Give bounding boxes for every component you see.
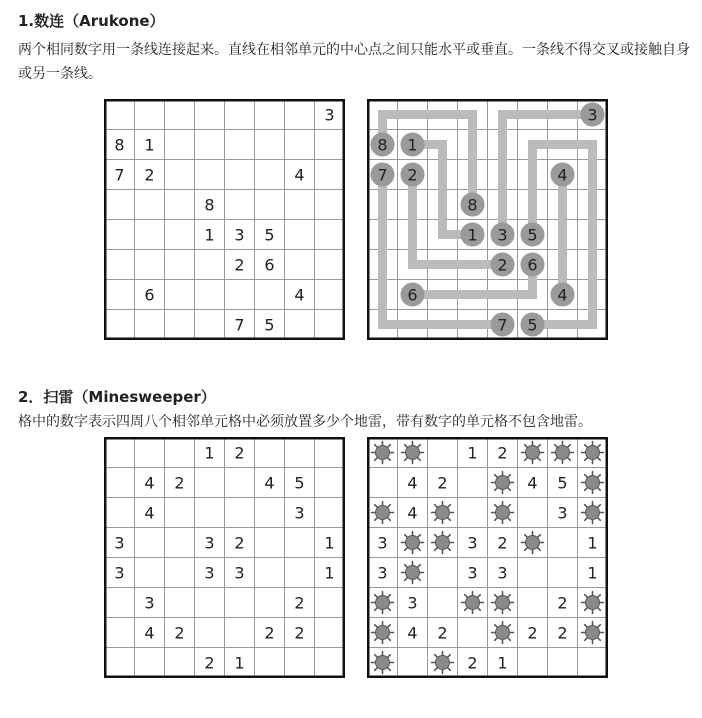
arukone-clue-number: 1 bbox=[144, 135, 155, 155]
mine-icon bbox=[552, 442, 574, 464]
minesweeper-solution-number: 1 bbox=[587, 533, 598, 553]
mine-icon bbox=[432, 502, 454, 524]
mine-icon bbox=[582, 472, 604, 494]
minesweeper-solution-number: 1 bbox=[497, 653, 508, 673]
arukone-puzzle-grid bbox=[104, 99, 345, 340]
minesweeper-solution-number: 3 bbox=[557, 503, 568, 523]
arukone-description: 两个相同数字用一条线连接起来。直线在相邻单元的中心点之间只能水平或垂直。一条线不得交叉或接触自身或另一条线。 bbox=[18, 42, 690, 82]
minesweeper-solution-number: 2 bbox=[557, 593, 568, 613]
arukone-node-number: 4 bbox=[557, 165, 568, 185]
arukone-node-number: 6 bbox=[407, 285, 418, 305]
mine-icon bbox=[432, 652, 454, 674]
mine-icon bbox=[582, 442, 604, 464]
arukone-node-number: 7 bbox=[377, 165, 388, 185]
mine-icon bbox=[402, 442, 424, 464]
arukone-clue-number: 6 bbox=[264, 255, 275, 275]
mine-icon bbox=[492, 502, 514, 524]
minesweeper-solution-number: 1 bbox=[587, 563, 598, 583]
minesweeper-clue-number: 2 bbox=[234, 443, 245, 463]
minesweeper-solution-number: 2 bbox=[497, 443, 508, 463]
arukone-node-number: 5 bbox=[527, 315, 538, 335]
minesweeper-clue-number: 1 bbox=[324, 533, 335, 553]
arukone-clue-number: 7 bbox=[234, 315, 245, 335]
mine-icon bbox=[402, 562, 424, 584]
arukone-clue-number: 5 bbox=[264, 225, 275, 245]
minesweeper-solution-number: 3 bbox=[467, 533, 478, 553]
minesweeper-clue-number: 2 bbox=[174, 623, 185, 643]
mine-icon bbox=[522, 442, 544, 464]
mine-icon bbox=[582, 592, 604, 614]
minesweeper-clue-number: 4 bbox=[264, 473, 275, 493]
minesweeper-solution-number: 4 bbox=[407, 473, 418, 493]
arukone-clue-number: 4 bbox=[294, 285, 305, 305]
mine-icon bbox=[522, 532, 544, 554]
mine-icon bbox=[462, 592, 484, 614]
minesweeper-clue-number: 1 bbox=[204, 443, 215, 463]
mine-icon bbox=[582, 622, 604, 644]
mine-icon bbox=[432, 532, 454, 554]
arukone-clue-number: 3 bbox=[234, 225, 245, 245]
minesweeper-clue-number: 5 bbox=[294, 473, 305, 493]
mine-icon bbox=[492, 622, 514, 644]
minesweeper-solution-number: 2 bbox=[437, 623, 448, 643]
mine-icon bbox=[492, 592, 514, 614]
mine-icon bbox=[492, 472, 514, 494]
mine-icon bbox=[372, 592, 394, 614]
minesweeper-solution-number: 3 bbox=[497, 563, 508, 583]
arukone-node-number: 8 bbox=[377, 135, 388, 155]
arukone-clue-number: 2 bbox=[144, 165, 155, 185]
minesweeper-solution-number: 1 bbox=[467, 443, 478, 463]
arukone-node-number: 1 bbox=[467, 225, 478, 245]
arukone-clue-number: 6 bbox=[144, 285, 155, 305]
minesweeper-clue-number: 2 bbox=[294, 623, 305, 643]
minesweeper-puzzle-grid bbox=[104, 437, 345, 678]
minesweeper-clue-number: 2 bbox=[174, 473, 185, 493]
mine-icon bbox=[372, 502, 394, 524]
minesweeper-clue-number: 2 bbox=[264, 623, 275, 643]
mine-icon bbox=[372, 622, 394, 644]
minesweeper-clue-number: 1 bbox=[234, 653, 245, 673]
minesweeper-clue-number: 2 bbox=[234, 533, 245, 553]
arukone-solution-grid bbox=[367, 99, 608, 340]
arukone-node-number: 7 bbox=[497, 315, 508, 335]
minesweeper-solution-number: 2 bbox=[437, 473, 448, 493]
minesweeper-clue-number: 3 bbox=[114, 533, 125, 553]
minesweeper-solution-number: 2 bbox=[557, 623, 568, 643]
arukone-clue-number: 5 bbox=[264, 315, 275, 335]
arukone-node-number: 3 bbox=[497, 225, 508, 245]
arukone-node-number: 2 bbox=[497, 255, 508, 275]
minesweeper-solution-number: 3 bbox=[377, 533, 388, 553]
arukone-node-number: 3 bbox=[587, 105, 598, 125]
minesweeper-clue-number: 4 bbox=[144, 473, 155, 493]
minesweeper-solution-number: 2 bbox=[497, 533, 508, 553]
minesweeper-clue-number: 2 bbox=[294, 593, 305, 613]
arukone-node-number: 2 bbox=[407, 165, 418, 185]
minesweeper-clue-number: 3 bbox=[204, 533, 215, 553]
minesweeper-clue-number: 3 bbox=[234, 563, 245, 583]
arukone-node-number: 8 bbox=[467, 195, 478, 215]
arukone-clue-number: 4 bbox=[294, 165, 305, 185]
arukone-node-number: 1 bbox=[407, 135, 418, 155]
minesweeper-solution-number: 4 bbox=[407, 623, 418, 643]
minesweeper-solution-number: 4 bbox=[407, 503, 418, 523]
minesweeper-solution-number: 3 bbox=[377, 563, 388, 583]
arukone-clue-number: 1 bbox=[204, 225, 215, 245]
minesweeper-solution-grid bbox=[367, 437, 608, 678]
arukone-title: 1.数连（Arukone） bbox=[18, 12, 165, 30]
mine-icon bbox=[372, 652, 394, 674]
minesweeper-clue-number: 3 bbox=[144, 593, 155, 613]
minesweeper-clue-number: 3 bbox=[114, 563, 125, 583]
minesweeper-description: 格中的数字表示四周八个相邻单元格中必须放置多少个地雷，带有数字的单元格不包含地雷。 bbox=[18, 414, 592, 430]
arukone-clue-number: 2 bbox=[234, 255, 245, 275]
mine-icon bbox=[402, 532, 424, 554]
mine-icon bbox=[582, 502, 604, 524]
minesweeper-solution-number: 3 bbox=[407, 593, 418, 613]
arukone-clue-number: 8 bbox=[114, 135, 125, 155]
arukone-clue-number: 7 bbox=[114, 165, 125, 185]
arukone-node-number: 5 bbox=[527, 225, 538, 245]
minesweeper-clue-number: 3 bbox=[294, 503, 305, 523]
minesweeper-title: 2．扫雷（Minesweeper） bbox=[18, 388, 216, 406]
minesweeper-clue-number: 2 bbox=[204, 653, 215, 673]
arukone-node-number: 6 bbox=[527, 255, 538, 275]
minesweeper-solution-number: 3 bbox=[467, 563, 478, 583]
minesweeper-solution-number: 2 bbox=[467, 653, 478, 673]
minesweeper-clue-number: 4 bbox=[144, 503, 155, 523]
minesweeper-solution-number: 5 bbox=[557, 473, 568, 493]
minesweeper-solution-number: 2 bbox=[527, 623, 538, 643]
minesweeper-solution-number: 4 bbox=[527, 473, 538, 493]
mine-icon bbox=[372, 442, 394, 464]
arukone-clue-number: 3 bbox=[324, 105, 335, 125]
minesweeper-clue-number: 1 bbox=[324, 563, 335, 583]
minesweeper-clue-number: 4 bbox=[144, 623, 155, 643]
arukone-node-number: 4 bbox=[557, 285, 568, 305]
arukone-clue-number: 8 bbox=[204, 195, 215, 215]
minesweeper-clue-number: 3 bbox=[204, 563, 215, 583]
